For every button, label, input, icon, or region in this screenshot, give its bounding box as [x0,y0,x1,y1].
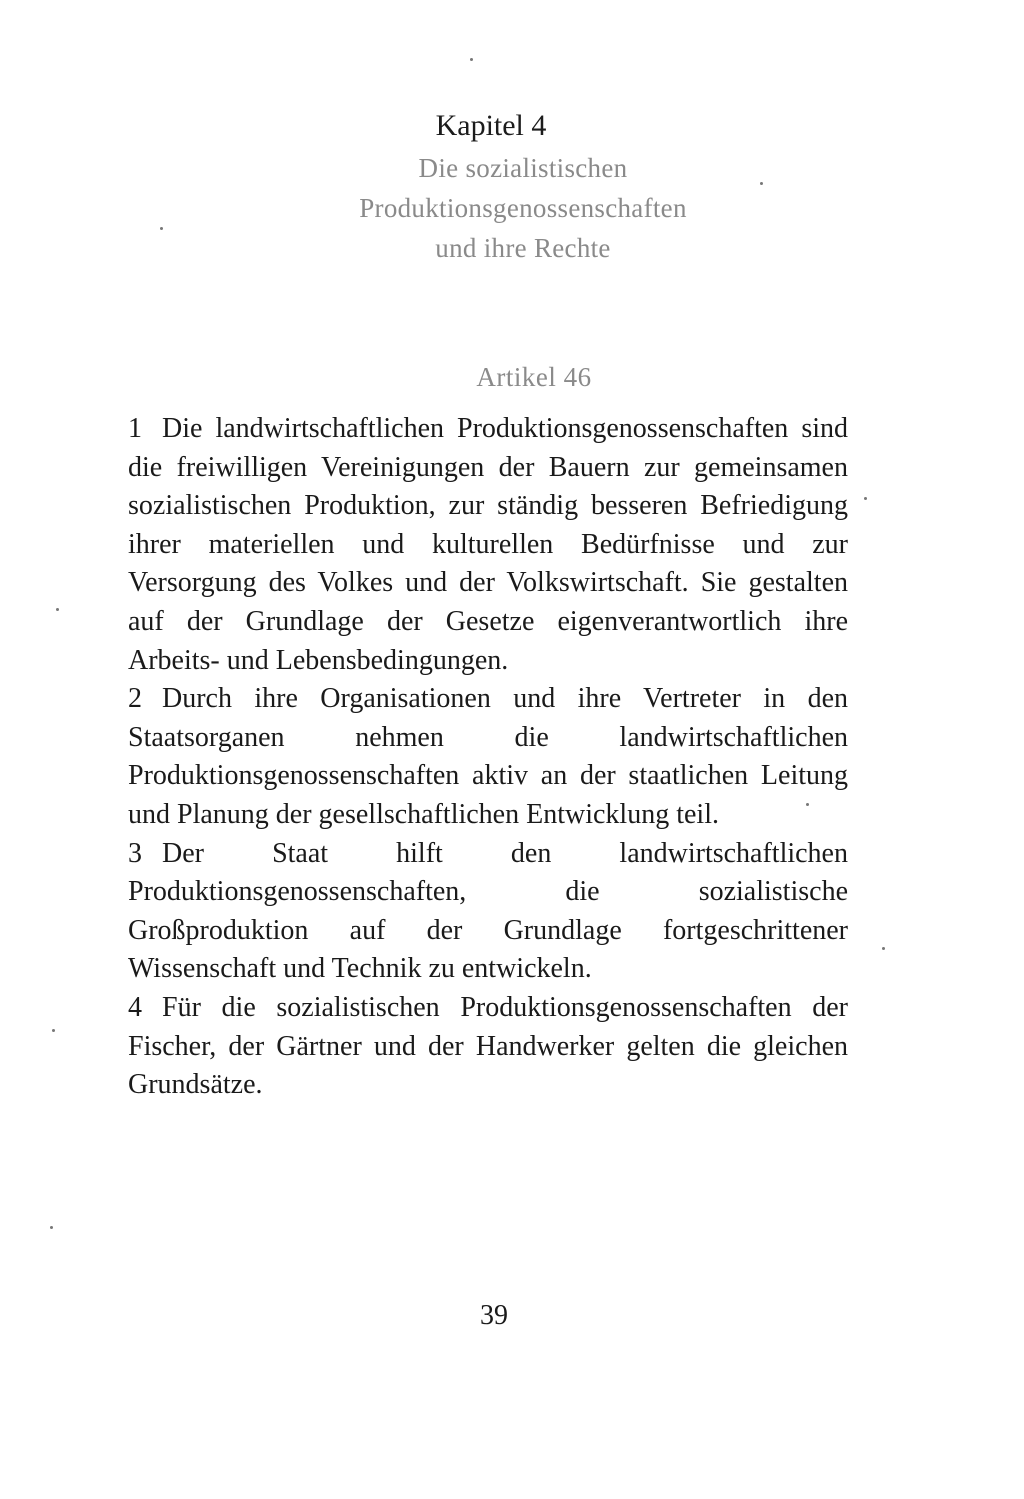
scan-speck [882,947,885,950]
chapter-header [0,104,1024,268]
paragraph-number: 3 [128,837,142,869]
article-heading: Artikel 46 [476,362,592,392]
paragraph-text: Die landwirtschaftlichen Produktionsgenossenschaften sind die freiwilligen Vereinigungen der Bauern zur gemeinsamen sozialistischen Produktion, zur ständig besseren Befriedigung ihrer materiellen und kulturellen Bedürfnisse und zur Versorgung des Volkes und der Volkswirtschaft. Sie gestalten auf der Grundlage der Gesetze eigenverantwortlich ihre Arbeits- und Lebensbedingungen. [128,413,848,676]
chapter-title-line: Die sozialistischen [418,153,628,183]
paragraph-number: 4 [128,991,142,1023]
scan-speck [52,1029,55,1032]
article-body [128,410,848,1105]
paragraph-text: Der Staat hilft den landwirtschaftlichen Produktionsgenossenschaften, die sozialistische Großproduktion auf der Grundlage fortgeschrittener Wissenschaft und Technik zu entwickeln. [128,837,848,985]
paragraph-number: 2 [128,683,142,715]
scan-speck [50,1226,53,1229]
scan-speck [806,803,809,806]
scan-speck [470,58,473,61]
article-paragraph [128,989,848,1105]
chapter-title-line: Produktionsgenossenschaften [359,193,687,223]
scan-speck [160,227,163,230]
article-paragraph [128,680,848,834]
paragraph-text: Durch ihre Organisationen und ihre Vertreter in den Staatsorganen nehmen die landwirtschaftlichen Produktionsgenossenschaften aktiv an der staatlichen Leitung und Planung der gesellschaftlichen Entwicklung teil. [128,683,848,830]
paragraph-text: Für die sozialistischen Produktionsgenossenschaften der Fischer, der Gärtner und der Handwerker gelten die gleichen Grundsätze. [128,991,848,1101]
article-paragraph [128,835,848,989]
chapter-title-line: und ihre Rechte [435,233,611,263]
page-number: 39 [480,1300,508,1331]
scan-speck [760,182,763,185]
scan-speck [56,608,59,611]
chapter-label: Kapitel 4 [435,109,547,142]
paragraph-number: 1 [128,413,142,444]
article-paragraph [128,410,848,680]
scan-speck [864,497,867,500]
